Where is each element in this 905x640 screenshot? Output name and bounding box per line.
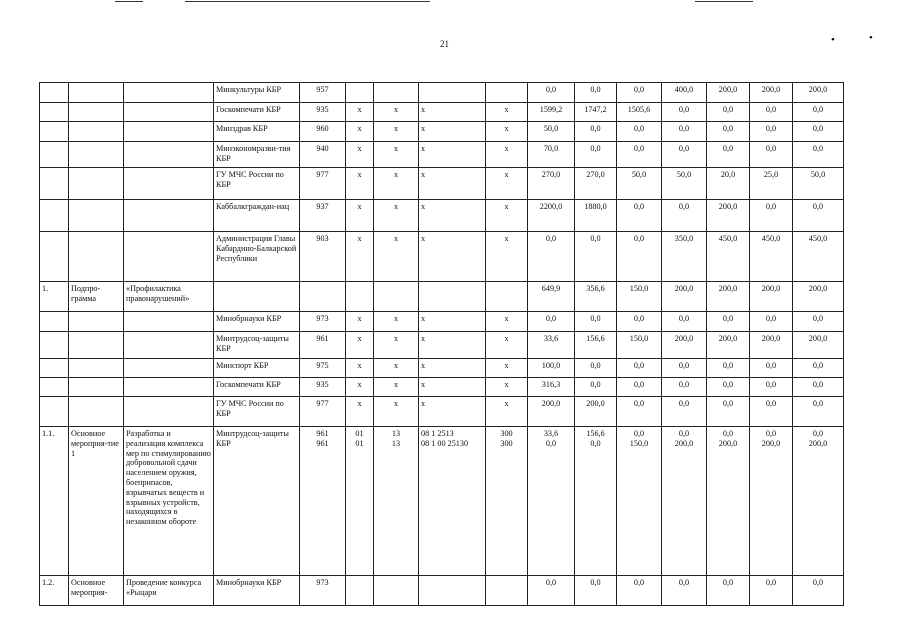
cell-y2017: 0,0 (707, 312, 750, 332)
cell-y2015: 0,0 (617, 576, 662, 606)
cell-grbs: 961 (300, 332, 346, 359)
cell-y2016: 200,0 (662, 332, 707, 359)
cell-executor: Минтрудсоц-защиты КБР (214, 332, 300, 359)
cell-y2013: 70,0 (528, 142, 575, 168)
cell-y2016: 0,0 (662, 200, 707, 232)
cell-csr: х (419, 200, 486, 232)
top-edge-line (115, 1, 143, 2)
cell-y2019: 200,0 (793, 83, 844, 103)
cell-pr: х (374, 142, 419, 168)
cell-y2015: 0,0 (617, 397, 662, 427)
cell-pr: х (374, 359, 419, 378)
cell-grbs: 935 (300, 378, 346, 397)
cell-y2014: 156,6 (575, 332, 617, 359)
cell-y2018: 0,0 (750, 576, 793, 606)
table-row (40, 378, 844, 397)
cell-vr: х (486, 312, 528, 332)
cell-rz: 01 01 (346, 427, 374, 576)
cell-y2013: 0,0 (528, 312, 575, 332)
cell-y2015: 0,0 150,0 (617, 427, 662, 576)
cell-y2014: 200,0 (575, 397, 617, 427)
cell-y2014: 156,6 0,0 (575, 427, 617, 576)
cell-y2019: 0,0 (793, 122, 844, 142)
cell-name (124, 142, 214, 168)
cell-grbs: 973 (300, 576, 346, 606)
cell-pr (374, 83, 419, 103)
cell-y2019: 0,0 (793, 378, 844, 397)
table-row (40, 83, 844, 103)
table-row (40, 232, 844, 282)
cell-pr: х (374, 232, 419, 282)
cell-y2018: 0,0 (750, 122, 793, 142)
cell-y2013: 33,6 (528, 332, 575, 359)
cell-type (69, 142, 124, 168)
cell-grbs: 961 961 (300, 427, 346, 576)
cell-executor: Минэкономразви-тия КБР (214, 142, 300, 168)
cell-pr: 13 13 (374, 427, 419, 576)
table-row (40, 576, 844, 606)
cell-y2018: 0,0 200,0 (750, 427, 793, 576)
cell-type (69, 200, 124, 232)
cell-executor: Госкомпечати КБР (214, 103, 300, 122)
cell-grbs: 973 (300, 312, 346, 332)
cell-y2013: 1599,2 (528, 103, 575, 122)
cell-rz: х (346, 312, 374, 332)
scan-speck: • (831, 34, 835, 46)
cell-y2019: 0,0 (793, 576, 844, 606)
table-row (40, 312, 844, 332)
cell-y2018: 25,0 (750, 168, 793, 200)
cell-type (69, 122, 124, 142)
cell-y2018: 200,0 (750, 83, 793, 103)
cell-grbs: 977 (300, 397, 346, 427)
cell-type (69, 232, 124, 282)
cell-vr (486, 83, 528, 103)
cell-pr: х (374, 103, 419, 122)
cell-y2019: 0,0 (793, 312, 844, 332)
cell-pr: х (374, 397, 419, 427)
cell-grbs: 940 (300, 142, 346, 168)
cell-y2014: 0,0 (575, 576, 617, 606)
cell-num (40, 122, 69, 142)
cell-grbs: 977 (300, 168, 346, 200)
cell-csr: х (419, 378, 486, 397)
cell-type (69, 332, 124, 359)
cell-vr: х (486, 168, 528, 200)
cell-type: Основное мероприя- (69, 576, 124, 606)
cell-pr: х (374, 312, 419, 332)
cell-executor: Минобрнауки КБР (214, 576, 300, 606)
cell-grbs: 975 (300, 359, 346, 378)
cell-y2017: 0,0 200,0 (707, 427, 750, 576)
cell-pr: х (374, 200, 419, 232)
cell-grbs: 903 (300, 232, 346, 282)
cell-name (124, 359, 214, 378)
cell-vr (486, 576, 528, 606)
table-row (40, 122, 844, 142)
table-row (40, 359, 844, 378)
cell-y2014: 0,0 (575, 232, 617, 282)
cell-executor: Минкультуры КБР (214, 83, 300, 103)
scan-speck: • (869, 32, 873, 44)
cell-csr (419, 282, 486, 312)
cell-y2014: 0,0 (575, 359, 617, 378)
cell-type (69, 378, 124, 397)
cell-y2016: 400,0 (662, 83, 707, 103)
cell-y2016: 0,0 (662, 359, 707, 378)
cell-y2018: 0,0 (750, 142, 793, 168)
cell-type (69, 397, 124, 427)
cell-y2013: 2200,0 (528, 200, 575, 232)
cell-y2014: 0,0 (575, 312, 617, 332)
cell-num (40, 103, 69, 122)
cell-num: 1.2. (40, 576, 69, 606)
cell-executor (214, 282, 300, 312)
cell-y2015: 0,0 (617, 312, 662, 332)
cell-csr: х (419, 359, 486, 378)
cell-num (40, 359, 69, 378)
cell-executor: Минспорт КБР (214, 359, 300, 378)
cell-vr: х (486, 378, 528, 397)
cell-vr: х (486, 200, 528, 232)
cell-rz: х (346, 200, 374, 232)
cell-y2017: 0,0 (707, 122, 750, 142)
top-edge-line (185, 1, 430, 2)
cell-rz: х (346, 142, 374, 168)
cell-y2015: 0,0 (617, 200, 662, 232)
cell-csr: 08 1 2513 08 1 00 25130 (419, 427, 486, 576)
cell-csr: х (419, 312, 486, 332)
cell-y2019: 200,0 (793, 332, 844, 359)
table-row (40, 168, 844, 200)
cell-y2015: 0,0 (617, 378, 662, 397)
cell-executor: ГУ МЧС России по КБР (214, 397, 300, 427)
cell-vr: х (486, 232, 528, 282)
cell-executor: Минздрав КБР (214, 122, 300, 142)
cell-y2018: 0,0 (750, 397, 793, 427)
cell-rz: х (346, 359, 374, 378)
cell-vr: 300 300 (486, 427, 528, 576)
cell-csr: х (419, 122, 486, 142)
cell-rz: х (346, 232, 374, 282)
cell-type (69, 168, 124, 200)
cell-y2016: 350,0 (662, 232, 707, 282)
cell-pr: х (374, 122, 419, 142)
cell-name (124, 232, 214, 282)
cell-num (40, 83, 69, 103)
cell-vr: х (486, 103, 528, 122)
cell-num (40, 200, 69, 232)
cell-grbs: 960 (300, 122, 346, 142)
cell-y2017: 0,0 (707, 378, 750, 397)
cell-y2015: 0,0 (617, 122, 662, 142)
table-row (40, 332, 844, 359)
cell-y2013: 649,9 (528, 282, 575, 312)
cell-y2017: 0,0 (707, 103, 750, 122)
cell-csr: х (419, 232, 486, 282)
cell-num: 1.1. (40, 427, 69, 576)
cell-grbs: 957 (300, 83, 346, 103)
cell-type: Подпро-грамма (69, 282, 124, 312)
cell-csr: х (419, 142, 486, 168)
cell-rz: х (346, 378, 374, 397)
cell-num (40, 232, 69, 282)
cell-y2017: 0,0 (707, 397, 750, 427)
cell-y2017: 200,0 (707, 282, 750, 312)
cell-num: 1. (40, 282, 69, 312)
cell-rz: х (346, 168, 374, 200)
cell-y2014: 0,0 (575, 378, 617, 397)
cell-y2013: 270,0 (528, 168, 575, 200)
cell-name (124, 312, 214, 332)
cell-name (124, 378, 214, 397)
cell-num (40, 142, 69, 168)
cell-y2017: 0,0 (707, 359, 750, 378)
cell-pr (374, 282, 419, 312)
cell-rz (346, 83, 374, 103)
cell-rz (346, 282, 374, 312)
cell-y2013: 316,3 (528, 378, 575, 397)
cell-y2013: 33,6 0,0 (528, 427, 575, 576)
table-row (40, 282, 844, 312)
cell-y2015: 50,0 (617, 168, 662, 200)
cell-num (40, 397, 69, 427)
cell-pr: х (374, 378, 419, 397)
cell-pr: х (374, 168, 419, 200)
cell-name: «Профилактика правонарушений» (124, 282, 214, 312)
cell-y2015: 1505,6 (617, 103, 662, 122)
cell-y2018: 200,0 (750, 332, 793, 359)
cell-y2014: 0,0 (575, 142, 617, 168)
cell-grbs: 935 (300, 103, 346, 122)
cell-csr: х (419, 397, 486, 427)
cell-executor: ГУ МЧС России по КБР (214, 168, 300, 200)
cell-type (69, 103, 124, 122)
cell-name (124, 103, 214, 122)
cell-y2017: 200,0 (707, 332, 750, 359)
cell-executor: Минобрнауки КБР (214, 312, 300, 332)
cell-name: Проведение конкурса «Рыцари (124, 576, 214, 606)
cell-executor: Госкомпечати КБР (214, 378, 300, 397)
cell-rz: х (346, 103, 374, 122)
table-row (40, 142, 844, 168)
cell-y2018: 0,0 (750, 103, 793, 122)
cell-y2015: 0,0 (617, 83, 662, 103)
cell-type: Основное мероприя-тие 1 (69, 427, 124, 576)
cell-y2017: 200,0 (707, 83, 750, 103)
cell-csr: х (419, 332, 486, 359)
cell-name (124, 168, 214, 200)
cell-num (40, 168, 69, 200)
cell-y2016: 200,0 (662, 282, 707, 312)
cell-y2015: 0,0 (617, 142, 662, 168)
cell-y2019: 0,0 (793, 142, 844, 168)
cell-y2017: 20,0 (707, 168, 750, 200)
table-row (40, 427, 844, 576)
cell-rz (346, 576, 374, 606)
cell-type (69, 312, 124, 332)
cell-y2016: 50,0 (662, 168, 707, 200)
table-row (40, 103, 844, 122)
budget-table (39, 82, 844, 606)
cell-y2016: 0,0 (662, 142, 707, 168)
cell-type (69, 359, 124, 378)
cell-y2015: 150,0 (617, 332, 662, 359)
cell-y2017: 0,0 (707, 576, 750, 606)
cell-num (40, 332, 69, 359)
cell-y2019: 0,0 (793, 359, 844, 378)
cell-y2019: 0,0 (793, 200, 844, 232)
cell-y2018: 200,0 (750, 282, 793, 312)
cell-csr: х (419, 168, 486, 200)
cell-y2013: 100,0 (528, 359, 575, 378)
cell-y2018: 450,0 (750, 232, 793, 282)
cell-y2013: 200,0 (528, 397, 575, 427)
cell-y2019: 50,0 (793, 168, 844, 200)
cell-y2014: 1880,0 (575, 200, 617, 232)
cell-num (40, 378, 69, 397)
cell-type (69, 83, 124, 103)
cell-y2016: 0,0 200,0 (662, 427, 707, 576)
cell-y2019: 200,0 (793, 282, 844, 312)
cell-grbs: 937 (300, 200, 346, 232)
cell-vr: х (486, 142, 528, 168)
cell-y2016: 0,0 (662, 312, 707, 332)
cell-y2015: 0,0 (617, 359, 662, 378)
cell-y2014: 0,0 (575, 83, 617, 103)
cell-name (124, 332, 214, 359)
cell-y2014: 0,0 (575, 122, 617, 142)
cell-y2016: 0,0 (662, 122, 707, 142)
cell-name (124, 83, 214, 103)
cell-y2019: 0,0 200,0 (793, 427, 844, 576)
cell-rz: х (346, 332, 374, 359)
cell-y2017: 0,0 (707, 142, 750, 168)
cell-pr: х (374, 332, 419, 359)
cell-csr: х (419, 103, 486, 122)
cell-grbs (300, 282, 346, 312)
cell-csr (419, 576, 486, 606)
top-edge-line (695, 1, 753, 2)
cell-name: Разработка и реализация комплекса мер по стимулированию добровольной сдачи населением оружия, боеприпасов, взрывчатых веществ и взрывных устройств, находящихся в незаконном обороте (124, 427, 214, 576)
cell-name (124, 122, 214, 142)
cell-executor: Администрация Главы Кабардино-Балкарской Республики (214, 232, 300, 282)
cell-y2014: 1747,2 (575, 103, 617, 122)
cell-name (124, 397, 214, 427)
cell-executor: Каббалкграждан-иац (214, 200, 300, 232)
cell-y2016: 0,0 (662, 576, 707, 606)
cell-y2013: 50,0 (528, 122, 575, 142)
cell-y2013: 0,0 (528, 83, 575, 103)
cell-y2019: 0,0 (793, 103, 844, 122)
cell-y2015: 150,0 (617, 282, 662, 312)
cell-pr (374, 576, 419, 606)
cell-csr (419, 83, 486, 103)
cell-y2019: 450,0 (793, 232, 844, 282)
cell-y2019: 0,0 (793, 397, 844, 427)
cell-y2018: 0,0 (750, 378, 793, 397)
table-row (40, 397, 844, 427)
cell-executor: Минтрудсоц-защиты КБР (214, 427, 300, 576)
cell-y2016: 0,0 (662, 397, 707, 427)
cell-num (40, 312, 69, 332)
cell-y2014: 270,0 (575, 168, 617, 200)
cell-y2015: 0,0 (617, 232, 662, 282)
cell-y2013: 0,0 (528, 232, 575, 282)
cell-vr: х (486, 359, 528, 378)
cell-y2016: 0,0 (662, 378, 707, 397)
cell-vr: х (486, 332, 528, 359)
cell-y2018: 0,0 (750, 312, 793, 332)
cell-name (124, 200, 214, 232)
cell-y2014: 356,6 (575, 282, 617, 312)
cell-rz: х (346, 122, 374, 142)
cell-y2013: 0,0 (528, 576, 575, 606)
cell-vr: х (486, 397, 528, 427)
page-number: 21 (440, 39, 449, 49)
cell-y2016: 0,0 (662, 103, 707, 122)
cell-y2018: 0,0 (750, 200, 793, 232)
cell-vr (486, 282, 528, 312)
table-row (40, 200, 844, 232)
cell-y2017: 450,0 (707, 232, 750, 282)
cell-vr: х (486, 122, 528, 142)
cell-y2018: 0,0 (750, 359, 793, 378)
cell-y2017: 200,0 (707, 200, 750, 232)
cell-rz: х (346, 397, 374, 427)
